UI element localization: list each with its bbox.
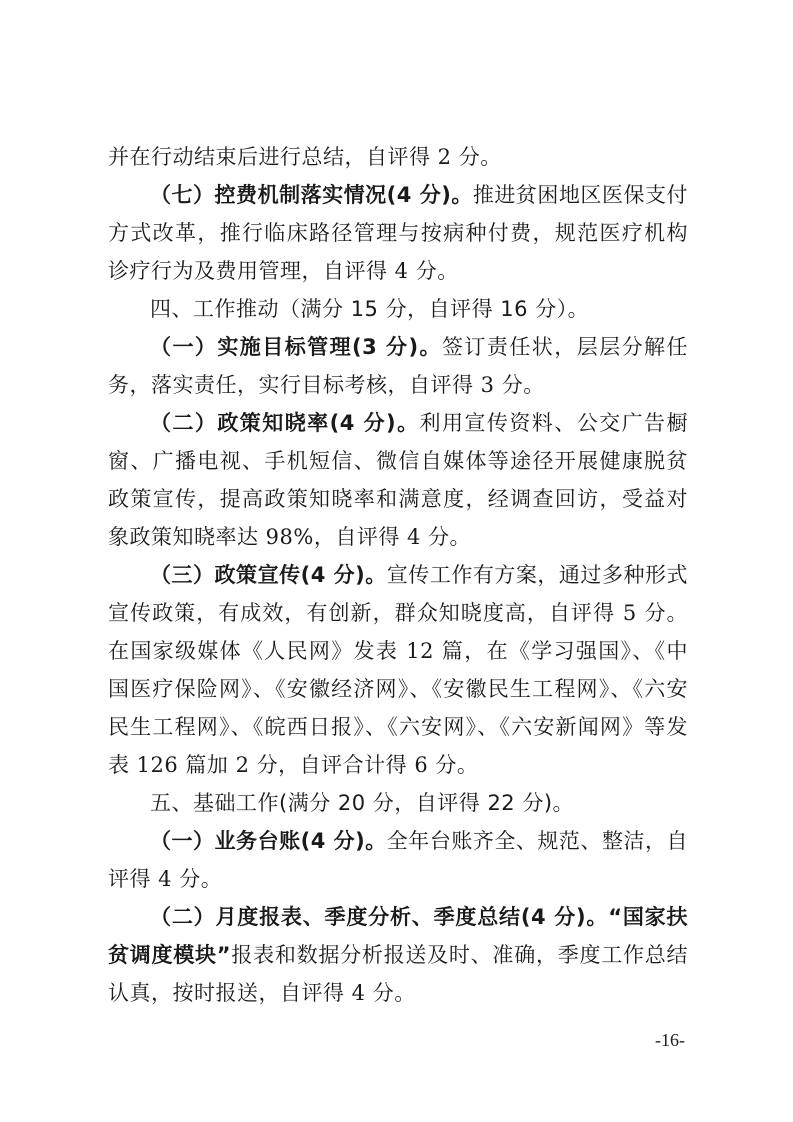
paragraph-5 [108, 404, 688, 556]
paragraph-text: 推进贫困地区医保支付方式改革，推行临床路径管理与按病种付费，规范医疗机构诊疗行为及费用管理，自评得 4 分。 [108, 183, 688, 283]
section-title: （二）政策知晓率(4 分)。 [150, 411, 420, 435]
section-title: （二）月度报表、季度分析、季度总结(4 分)。“国家扶贫调度模块” [108, 905, 688, 967]
paragraph-text: 签订责任状，层层分解任务，落实责任，实行目标考核，自评得 3 分。 [108, 335, 688, 397]
document-body [108, 138, 688, 1012]
paragraph-9 [108, 898, 688, 1012]
section-title: （一）实施目标管理(3 分)。 [150, 335, 442, 359]
paragraph-text: 并在行动结束后进行总结，自评得 2 分。 [108, 145, 502, 169]
paragraph-text: 宣传工作有方案，通过多种形式宣传政策，有成效，有创新，群众知晓度高，自评得 5 分。在国家级媒体《人民网》发表 12 篇，在《学习强国》、《中国医疗保险网》、《安徽经济网》、《安徽民生工程网》、《六安民生工程网》、《皖西日报》、《六安网》、《六安新闻网》等发表 126 篇加 2 分，自评合计得 6 分。 [108, 563, 688, 777]
paragraph-2 [108, 176, 688, 290]
section-title: （三）政策宣传(4 分)。 [150, 563, 387, 587]
section-title: （一）业务台账(4 分)。 [150, 829, 387, 853]
paragraph-4 [108, 328, 688, 404]
paragraph-6 [108, 556, 688, 784]
heading-section-4: 四、工作推动（满分 15 分，自评得 16 分）。 [150, 297, 590, 321]
section-title: （七）控费机制落实情况(4 分)。 [150, 183, 473, 207]
page-number: -16- [655, 1030, 685, 1050]
paragraph-8 [108, 822, 688, 898]
heading-section-5: 五、基础工作(满分 20 分，自评得 22 分)。 [150, 791, 575, 815]
paragraph-text: 报表和数据分析报送及时、准确，季度工作总结认真，按时报送，自评得 4 分。 [108, 943, 688, 1005]
paragraph-text: 全年台账齐全、规范、整洁，自评得 4 分。 [108, 829, 688, 891]
paragraph-1 [108, 138, 688, 176]
paragraph-text: 利用宣传资料、公交广告橱窗、广播电视、手机短信、微信自媒体等途径开展健康脱贫政策宣传，提高政策知晓率和满意度，经调查回访，受益对象政策知晓率达 98%，自评得 4 分。 [108, 411, 688, 549]
